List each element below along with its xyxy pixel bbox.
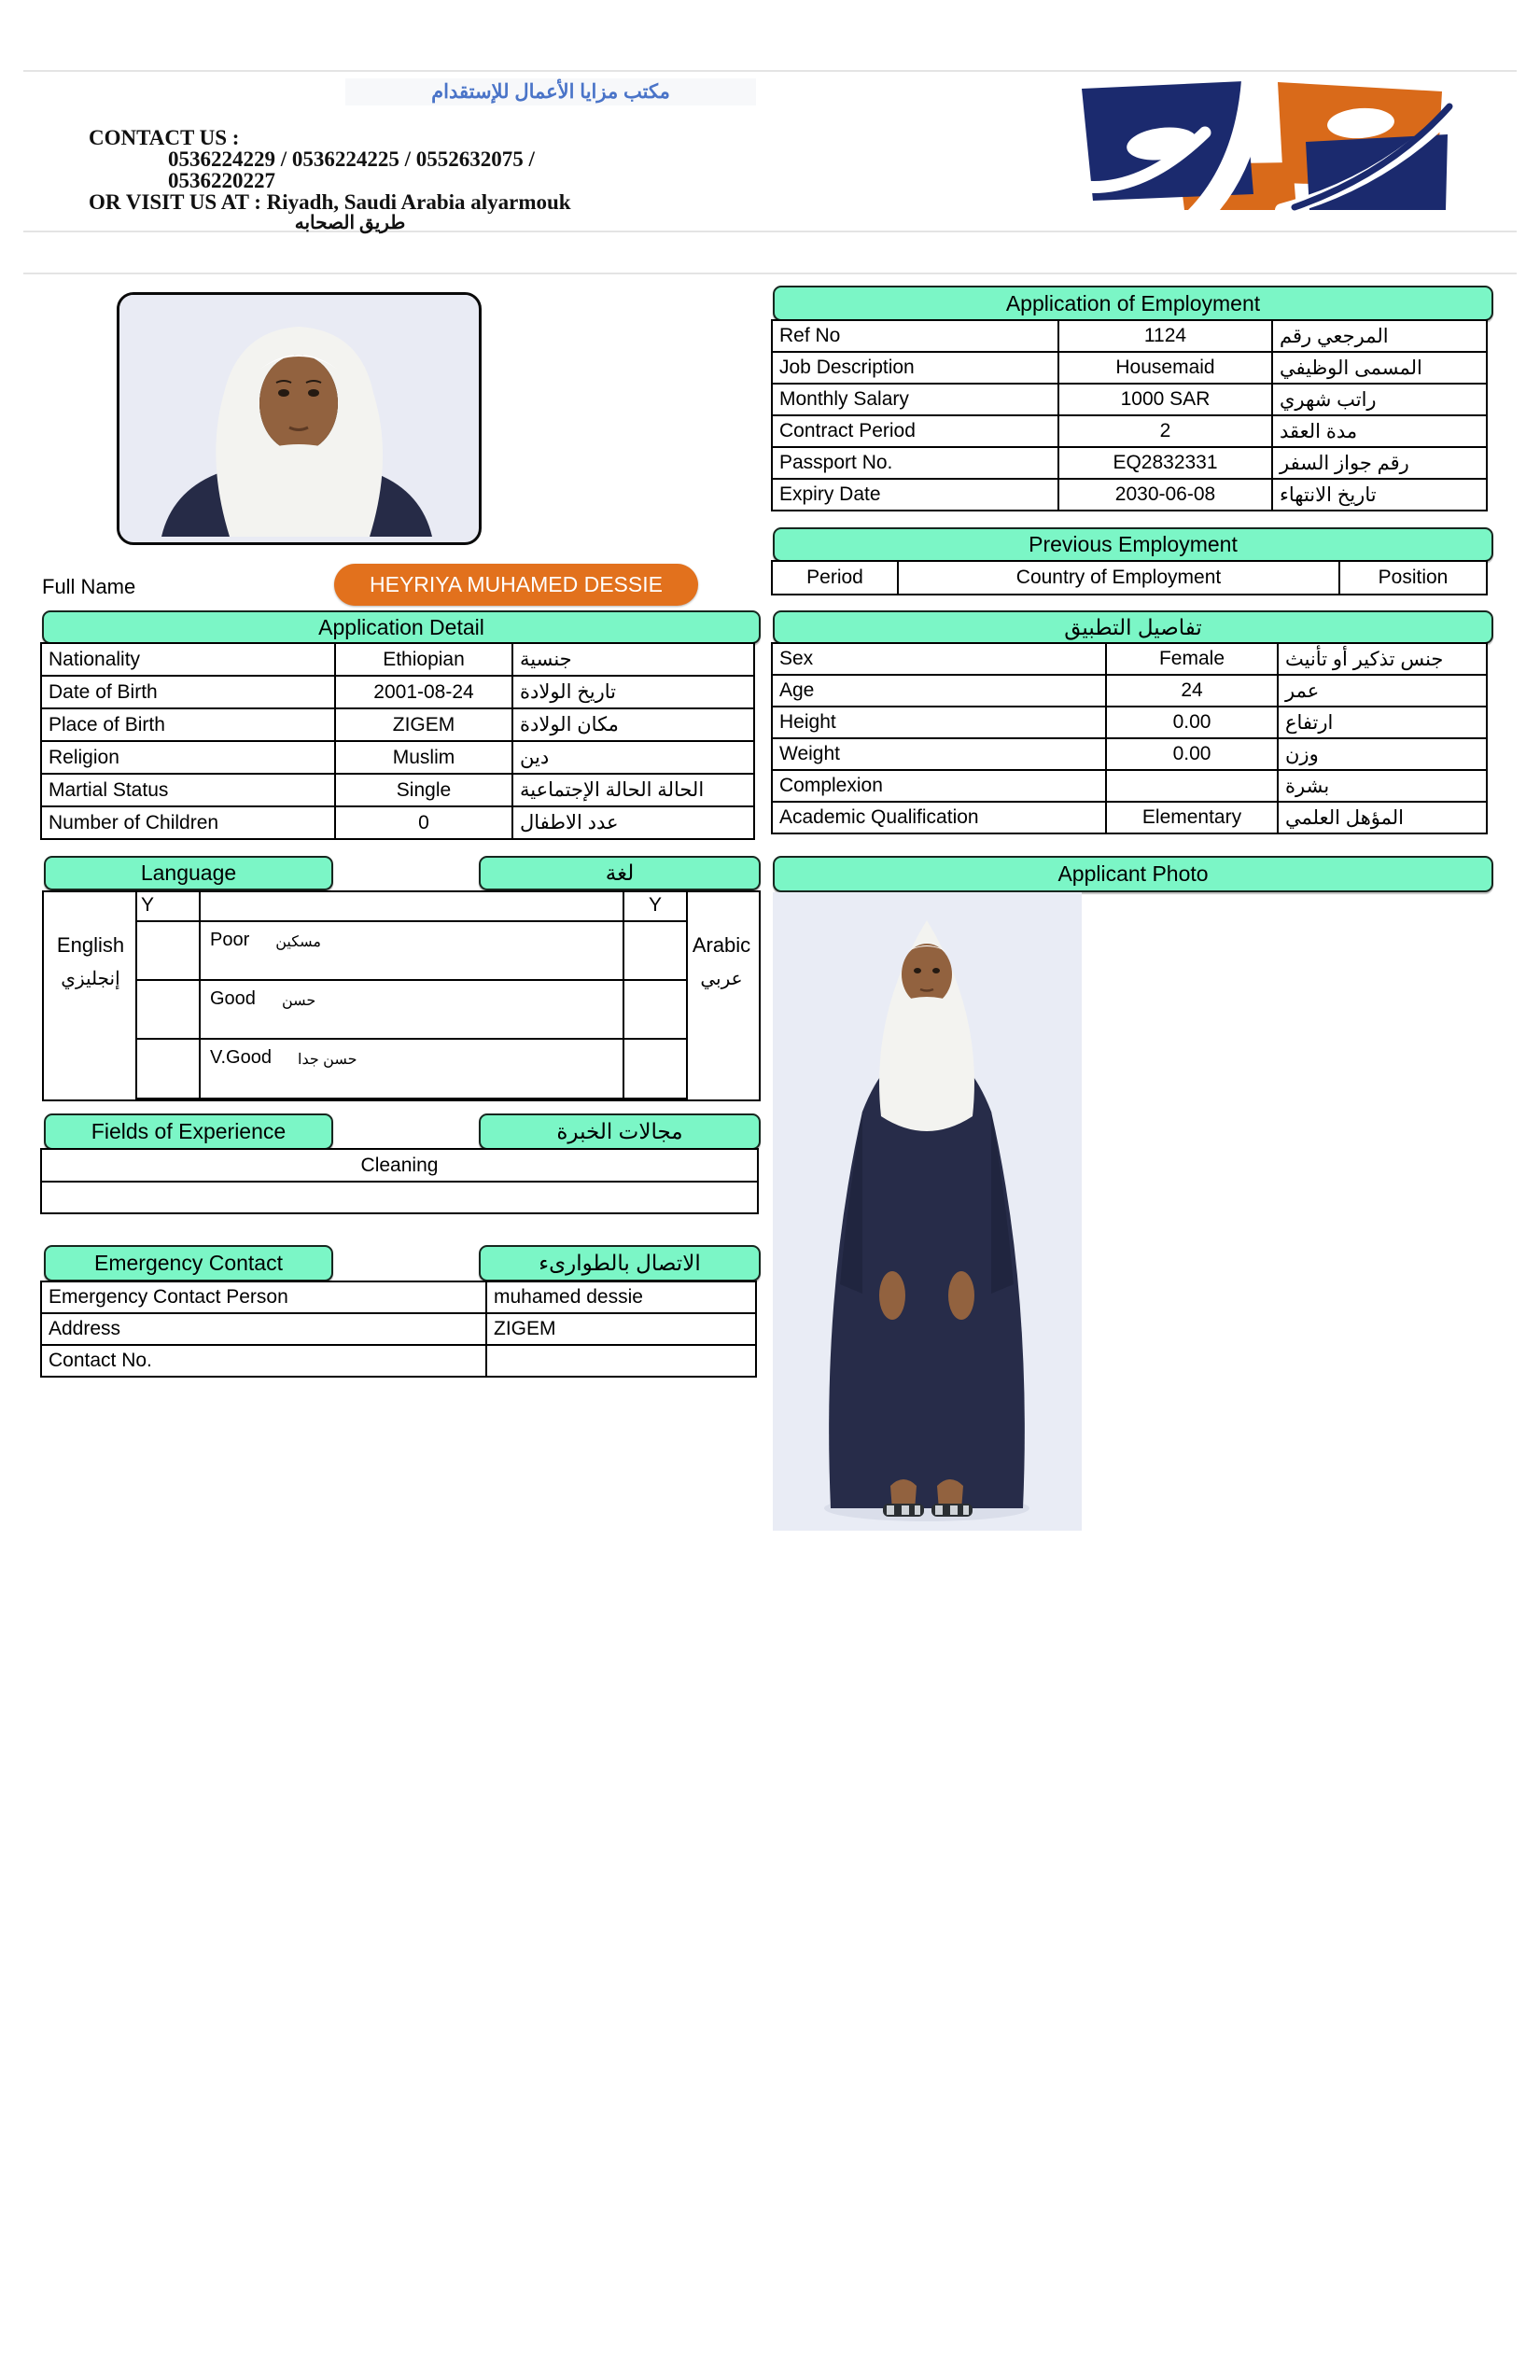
applicant-info-cell: عمر [1277,674,1488,707]
section-header-applicant-info-arabic [773,610,1493,644]
employment-row [773,353,1488,385]
contact-us-label: CONTACT US : [89,126,240,149]
applicant-info-cell: Academic Qualification [771,801,1107,834]
previous-employment-header-cell: Country of Employment [897,560,1340,595]
emergency-contact-table [42,1282,757,1378]
employment-cell: المسمى الوظيفي [1271,351,1488,385]
passport-photo-graphic [119,295,473,537]
section-title: Previous Employment [1029,532,1238,556]
language-flag-cell: Y [135,890,201,922]
previous-employment-header-cell: Period [771,560,899,595]
section-header-fields-of-experience [44,1113,333,1150]
applicant-info-row [773,707,1488,739]
applicant-full-photo-graphic [773,892,1082,1531]
application-detail-cell: دين [511,740,755,775]
section-header-language-arabic [479,856,761,890]
previous-employment-table [773,562,1488,595]
applicant-info-cell: Elementary [1105,801,1279,834]
applicant-info-table [773,644,1488,834]
employment-cell: 2 [1057,414,1273,448]
language-level-row: Good حسن [199,979,624,1040]
applicant-info-cell: Height [771,706,1107,739]
employment-row [773,321,1488,353]
emergency-contact-cell: ZIGEM [485,1312,757,1346]
emergency-contact-row [42,1314,757,1346]
employment-row [773,480,1488,511]
application-detail-cell: 2001-08-24 [334,675,513,709]
experience-empty [40,1181,759,1214]
language-check-cell [623,920,688,981]
experience-value: Cleaning [40,1148,759,1183]
contact-address-arabic: طريق الصحابه [294,213,406,233]
section-header-previous-employment [773,527,1493,562]
applicant-info-cell: جنس تذكير أو تأنيث [1277,642,1488,676]
employment-cell: تاريخ الانتهاء [1271,478,1488,511]
section-title: تفاصيل التطبيق [1064,614,1202,639]
applicant-info-cell: 0.00 [1105,737,1279,771]
employment-cell: مدة العقد [1271,414,1488,448]
language-empty-header [199,890,624,922]
language-check-cell [135,920,201,981]
language-english-label: English إنجليزي [56,933,125,989]
application-detail-row [42,677,755,709]
agency-name-arabic: مكتب مزايا الأعمال للإستقدام [345,78,756,105]
section-title: Application Detail [318,614,484,639]
applicant-info-cell [1105,769,1279,803]
application-detail-cell: جنسية [511,642,755,677]
applicant-info-row [773,644,1488,676]
language-check-cell [135,1038,201,1099]
applicant-info-cell: Complexion [771,769,1107,803]
application-detail-cell: Muslim [334,740,513,775]
full-name-label: Full Name [42,575,136,598]
experience-row [42,1150,759,1183]
section-header-emergency-contact-arabic [479,1245,761,1281]
applicant-info-cell: بشرة [1277,769,1488,803]
language-check-cell [135,979,201,1040]
application-detail-cell: ZIGEM [334,707,513,742]
section-title: الاتصال بالطوارىء [539,1251,701,1275]
divider-header-2 [23,273,1517,274]
employment-cell: 1000 SAR [1057,383,1273,416]
applicant-info-cell: Sex [771,642,1107,676]
application-detail-cell: الحالة الحالة الإجتماعية [511,773,755,807]
section-title: مجالات الخبرة [556,1119,683,1143]
employment-cell: Contract Period [771,414,1059,448]
employment-cell: 1124 [1057,319,1273,353]
language-grid [137,892,688,1099]
language-level-row: Poor مسكين [199,920,624,981]
application-detail-row [42,742,755,775]
agency-logo-graphic [1069,77,1453,212]
application-detail-row [42,644,755,677]
applicant-info-cell: المؤهل العلمي [1277,801,1488,834]
applicant-info-cell: 24 [1105,674,1279,707]
language-level-row: V.Good حسن جدا [199,1038,624,1099]
contact-block [89,127,611,234]
section-title: Application of Employment [1005,290,1261,315]
applicant-info-row [773,803,1488,834]
application-detail-cell: Religion [40,740,336,775]
previous-employment-header-cell: Position [1338,560,1488,595]
employment-cell: Passport No. [771,446,1059,480]
employment-cell: Job Description [771,351,1059,385]
employment-cell: 2030-06-08 [1057,478,1273,511]
applicant-info-row [773,739,1488,771]
language-check-cell [623,1038,688,1099]
language-check-cell [623,979,688,1040]
application-detail-row [42,709,755,742]
section-title: لغة [605,861,635,885]
employment-cell: Expiry Date [771,478,1059,511]
full-name-badge: HEYRIYA MUHAMED DESSIE [334,564,698,606]
contact-phone-numbers: 0536224229 / 0536224225 / 0552632075 / 0536220227 [168,147,535,192]
section-header-language [44,856,333,890]
section-title: Emergency Contact [94,1251,283,1275]
applicant-full-photo [773,892,1082,1531]
application-detail-row [42,807,755,840]
application-detail-table [42,644,755,840]
application-detail-cell: Single [334,773,513,807]
passport-photo [117,292,482,545]
application-detail-cell: Place of Birth [40,707,336,742]
emergency-contact-row [42,1282,757,1314]
experience-table [42,1150,759,1214]
contact-address: OR VISIT US AT : Riyadh, Saudi Arabia alyarmouk [89,190,571,214]
emergency-contact-cell [485,1344,757,1378]
employment-cell: EQ2832331 [1057,446,1273,480]
employment-cell: Housemaid [1057,351,1273,385]
application-detail-cell: عدد الاطفال [511,805,755,840]
experience-row [42,1183,759,1214]
employment-row [773,385,1488,416]
applicant-info-cell: Age [771,674,1107,707]
application-detail-cell: Nationality [40,642,336,677]
employment-table [773,321,1488,511]
applicant-info-row [773,676,1488,707]
section-header-application-detail [42,610,761,644]
application-detail-cell: Date of Birth [40,675,336,709]
section-header-application-of-employment [773,286,1493,321]
applicant-info-cell: Weight [771,737,1107,771]
emergency-contact-cell: muhamed dessie [485,1281,757,1314]
application-detail-cell: 0 [334,805,513,840]
applicant-info-cell: ارتفاع [1277,706,1488,739]
divider-top [23,70,1517,72]
emergency-contact-cell: Address [40,1312,487,1346]
emergency-contact-cell: Contact No. [40,1344,487,1378]
section-header-applicant-photo [773,856,1493,892]
emergency-contact-row [42,1346,757,1378]
application-detail-cell: مكان الولادة [511,707,755,742]
application-detail-cell: Martial Status [40,773,336,807]
employment-row [773,416,1488,448]
application-detail-cell: تاريخ الولادة [511,675,755,709]
language-arabic-label: Arabic عربي [692,933,751,989]
section-title: Applicant Photo [1057,861,1209,886]
section-title: Language [140,861,237,885]
emergency-contact-cell: Emergency Contact Person [40,1281,487,1314]
application-detail-cell: Number of Children [40,805,336,840]
agency-logo [1069,77,1453,212]
applicant-info-cell: وزن [1277,737,1488,771]
application-detail-row [42,775,755,807]
section-header-emergency-contact [44,1245,333,1281]
employment-row [773,448,1488,480]
employment-cell: المرجعي رقم [1271,319,1488,353]
language-table [42,890,761,1101]
employment-cell: راتب شهري [1271,383,1488,416]
language-flag-cell: Y [623,890,688,922]
employment-cell: Ref No [771,319,1059,353]
applicant-info-cell: Female [1105,642,1279,676]
section-header-fields-of-experience-arabic [479,1113,761,1150]
employment-cell: رقم جواز السفر [1271,446,1488,480]
application-detail-cell: Ethiopian [334,642,513,677]
previous-employment-header-row [773,562,1488,595]
section-title: Fields of Experience [91,1119,287,1143]
applicant-info-row [773,771,1488,803]
employment-cell: Monthly Salary [771,383,1059,416]
applicant-info-cell: 0.00 [1105,706,1279,739]
